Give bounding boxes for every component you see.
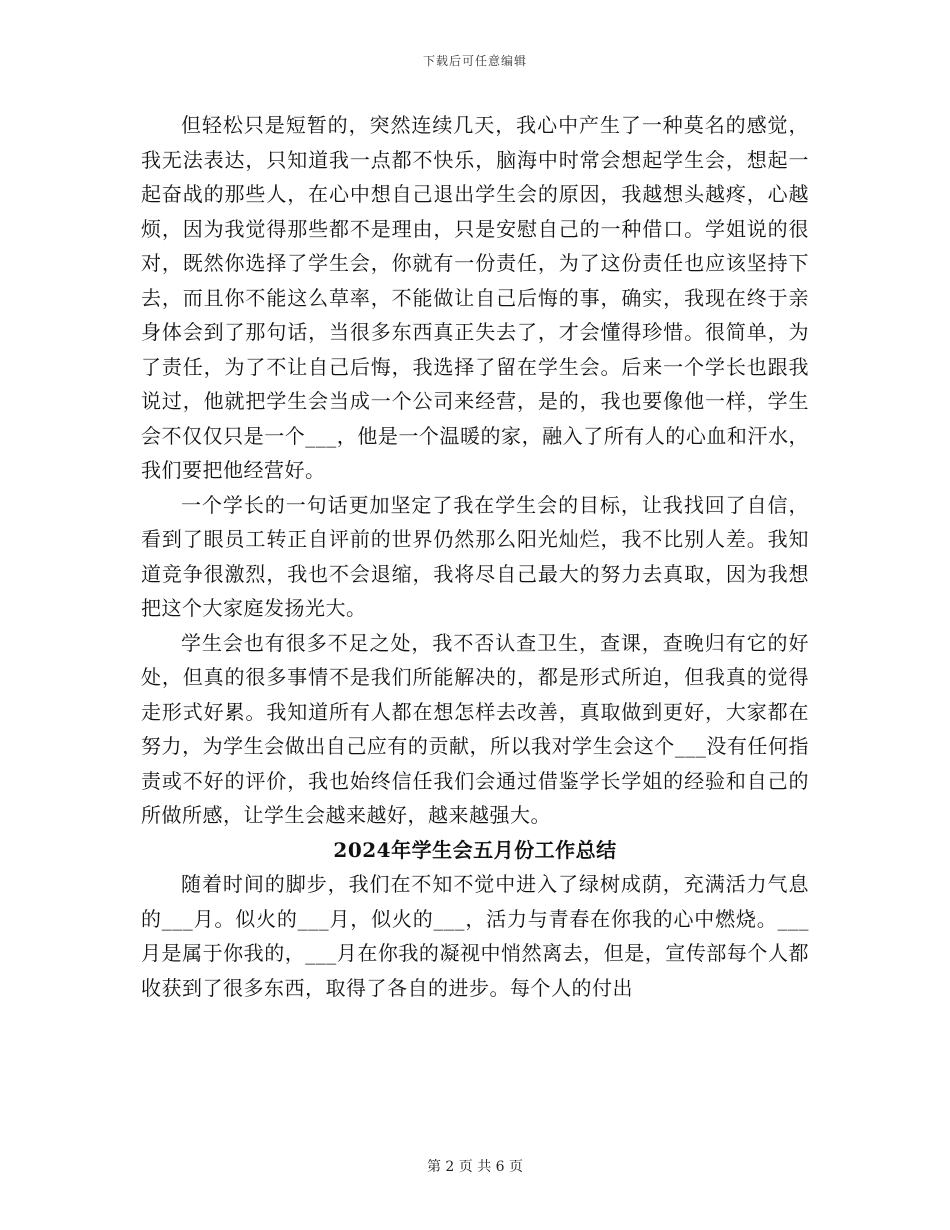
body-paragraph-1: 但轻松只是短暂的，突然连续几天，我心中产生了一种莫名的感觉，我无法表达，只知道我一点都不快乐，脑海中时常会想起学生会，想起一起奋战的那些人，在心中想自己退出学生会的原因，我越想头越疼，心越烦，因为我觉得那些都不是理由，只是安慰自己的一种借口。学姐说的很对，既然你选择了学生会，你就有一份责任，为了这份责任也应该坚持下去，而且你不能这么草率，不能做让自己后悔的事，确实，我现在终于亲身体会到了那句话，当很多东西真正失去了，才会懂得珍惜。很简单，为了责任，为了不让自己后悔，我选择了留在学生会。后来一个学长也跟我说过，他就把学生会当成一个公司来经营，是的，我也要像他一样，学生会不仅仅只是一个___，他是一个温暖的家，融入了所有人的心血和汗水，我们要把他经营好。	[141, 113, 809, 482]
body-paragraph-2: 一个学长的一句话更加坚定了我在学生会的目标，让我找回了自信，看到了眼员工转正自评前的世界仍然那么阳光灿烂，我不比别人差。我知道竞争很激烈，我也不会退缩，我将尽自己最大的努力去真取，因为我想把这个大家庭发扬光大。	[141, 492, 809, 620]
body-paragraph-3: 学生会也有很多不足之处，我不否认查卫生，查课，查晚归有它的好处，但真的很多事情不是我们所能解决的，都是形式所迫，但我真的觉得走形式好累。我知道所有人都在想怎样去改善，真取做到更好，大家都在努力，为学生会做出自己应有的贡献，所以我对学生会这个___没有任何指责或不好的评价，我也始终信任我们会通过借鉴学长学姐的经验和自己的所做所感，让学生会越来越好，越来越强大。	[141, 630, 809, 827]
section-paragraph-1: 随着时间的脚步，我们在不知不觉中进入了绿树成荫，充满活力气息的___月。似火的___月，似火的___，活力与青春在你我的心中燃烧。___月是属于你我的，___月在你我的凝视中悄然离去，但是，宣传部每个人都收获到了很多东西，取得了各自的进步。每个人的付出	[141, 872, 809, 1000]
section-title: 2024年学生会五月份工作总结	[333, 837, 617, 862]
document-body	[141, 108, 809, 1005]
page-number-footer: 第 2 页 共 6 页	[426, 1159, 524, 1175]
page-header-note: 下载后可任意编辑	[422, 54, 527, 68]
